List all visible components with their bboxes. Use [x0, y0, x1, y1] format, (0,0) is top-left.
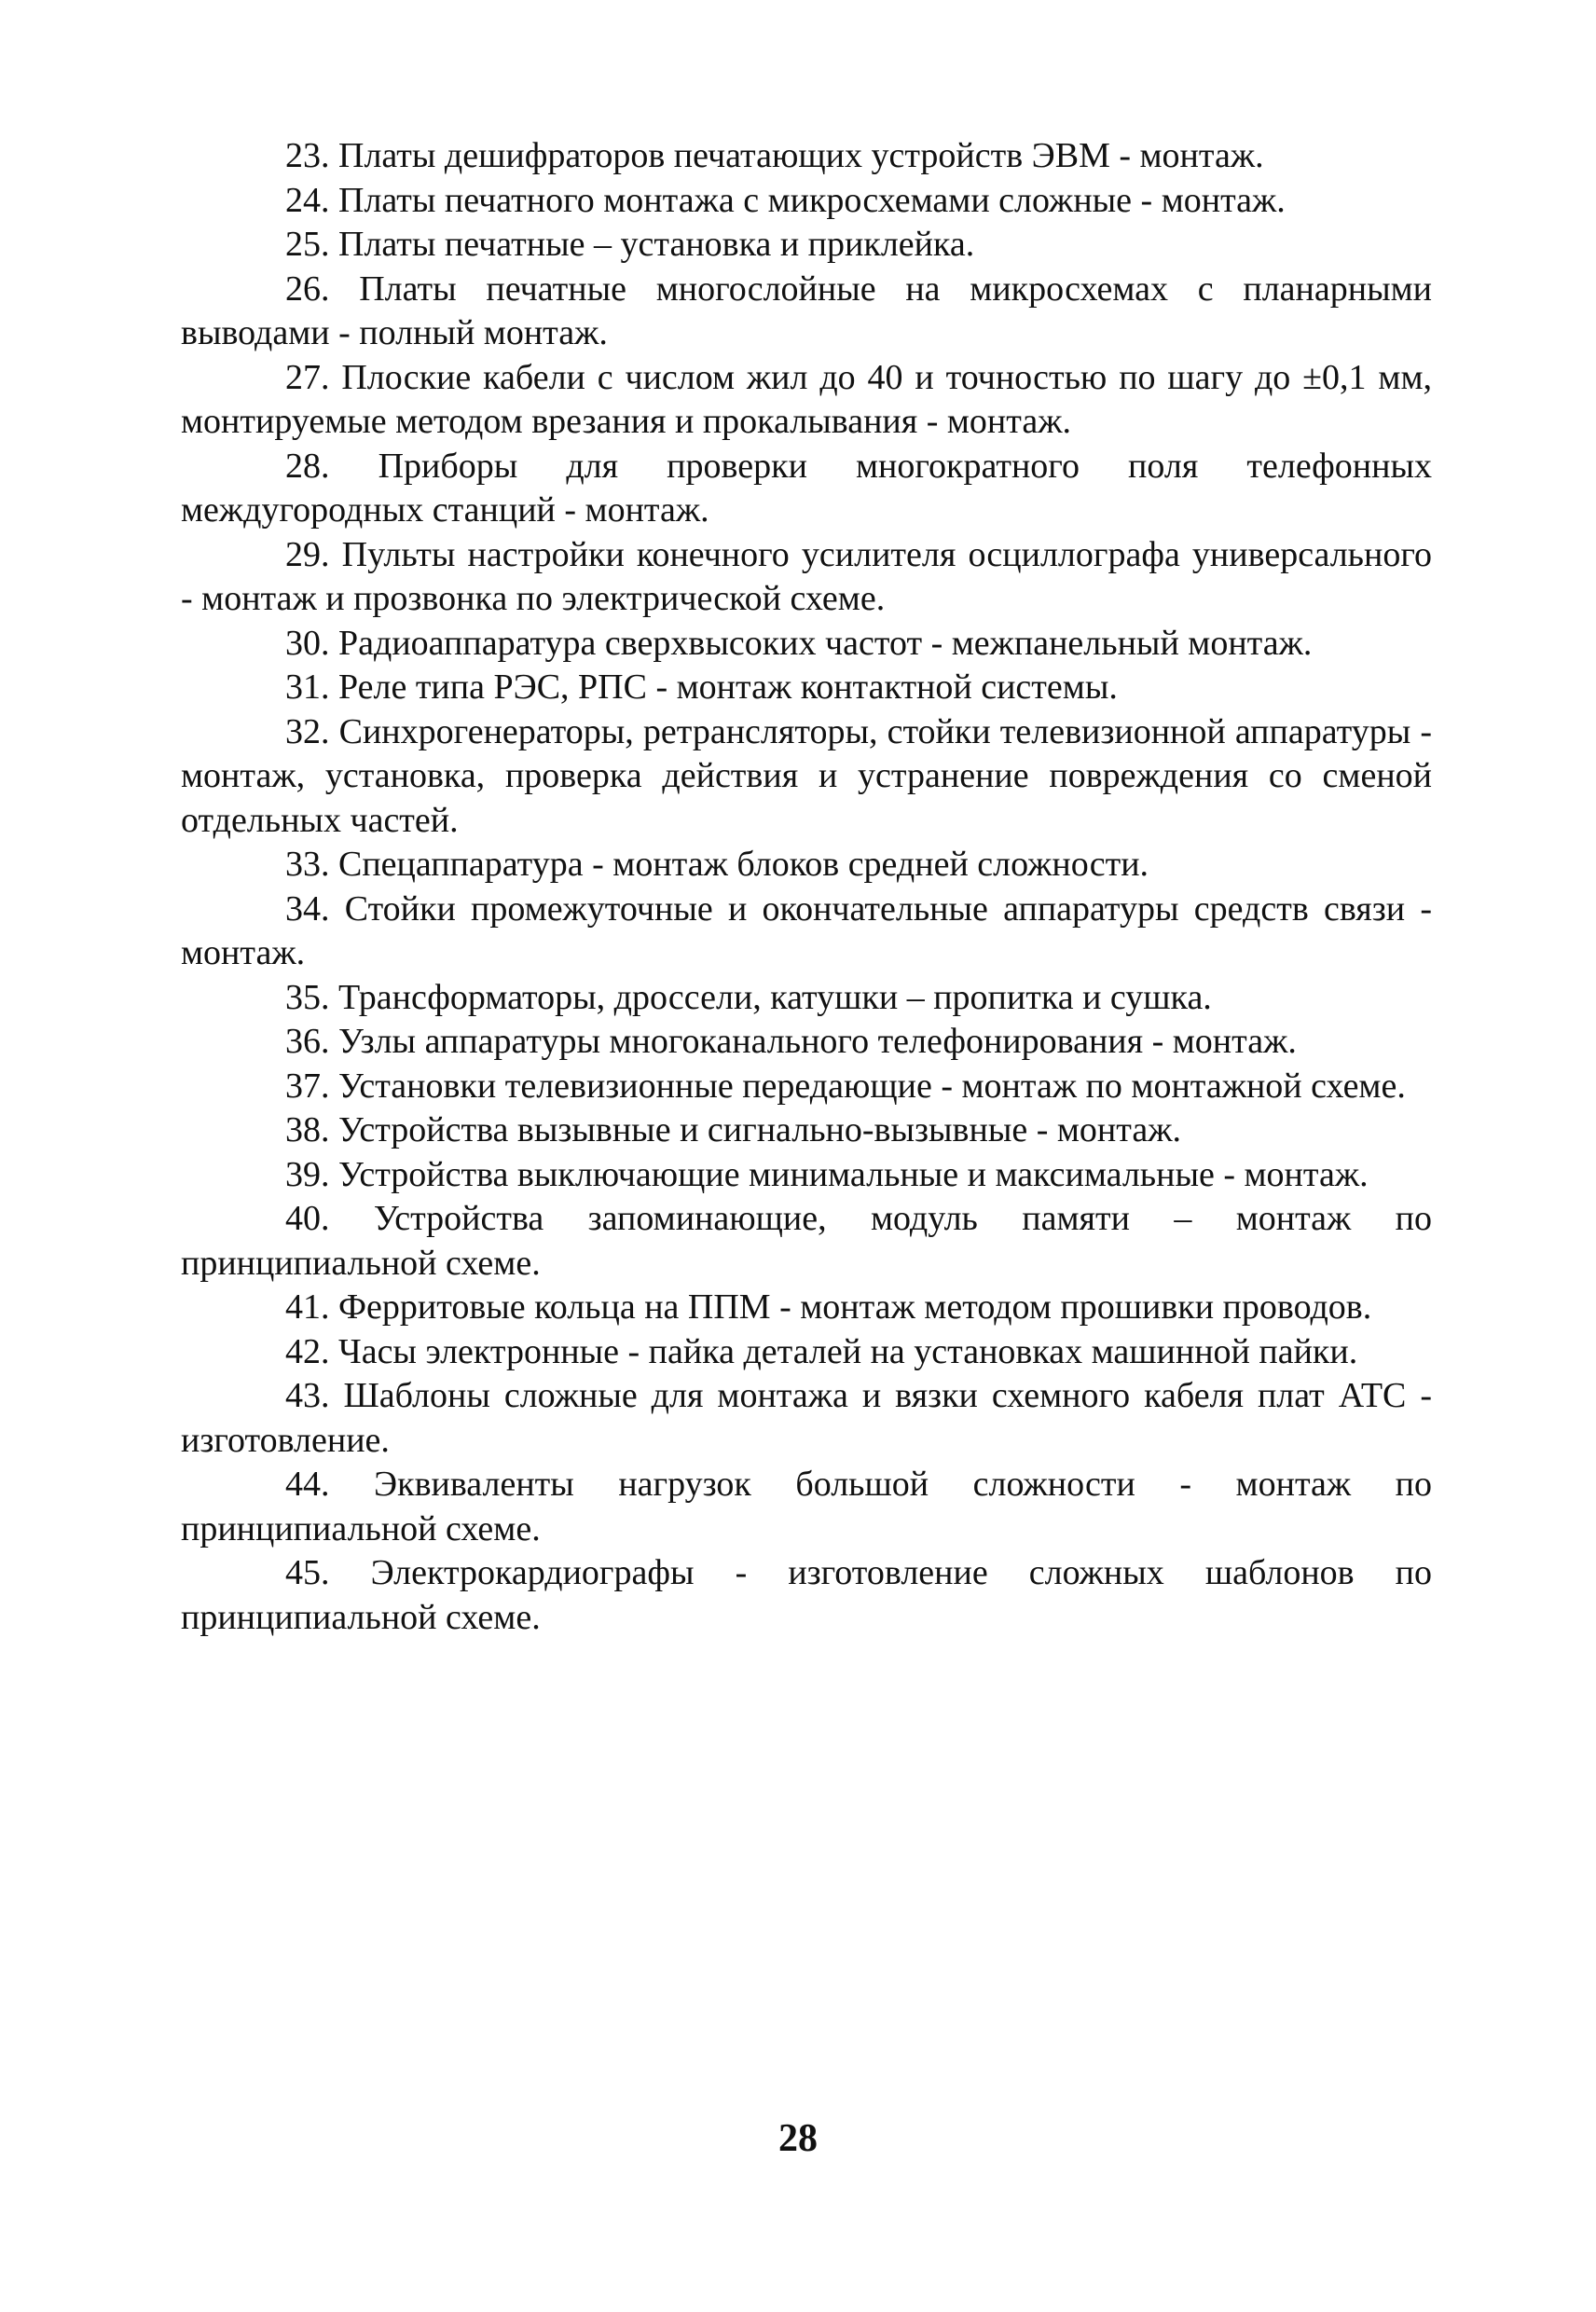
page-number: 28	[778, 2117, 818, 2160]
list-item: 40. Устройства запоминающие, модуль памяти – монтаж по принципиальной схеме.	[181, 1199, 1432, 1283]
list-item: 41. Ферритовые кольца на ППМ - монтаж методом прошивки проводов.	[285, 1287, 1372, 1327]
list-item: 33. Спецаппаратура - монтаж блоков средней сложности.	[285, 845, 1149, 884]
list-item: 38. Устройства вызывные и сигнально-вызывные - монтаж.	[285, 1110, 1181, 1149]
list-item: 24. Платы печатного монтажа с микросхемами сложные - монтаж.	[285, 180, 1286, 220]
list-item: 29. Пульты настройки конечного усилителя осциллографа универсального - монтаж и прозвонка по электрической схеме.	[181, 534, 1432, 618]
list-item: 27. Плоские кабели с числом жил до 40 и точностью по шагу до ±0,1 мм, монтируемые методом врезания и прокалывания - монтаж.	[181, 357, 1432, 441]
list-item: 30. Радиоаппаратура сверхвысоких частот - межпанельный монтаж.	[285, 623, 1313, 663]
list-item: 26. Платы печатные многослойные на микросхемах с планарными выводами - полный монтаж.	[181, 268, 1432, 352]
list-item: 42. Часы электронные - пайка деталей на установках машинной пайки.	[285, 1331, 1358, 1371]
list-item: 35. Трансформаторы, дроссели, катушки – пропитка и сушка.	[285, 977, 1212, 1017]
list-item: 45. Электрокардиографы - изготовление сложных шаблонов по принципиальной схеме.	[181, 1553, 1432, 1637]
list-item: 31. Реле типа РЭС, РПС - монтаж контактной системы.	[285, 667, 1118, 707]
list-item: 32. Синхрогенераторы, ретрансляторы, стойки телевизионной аппаратуры - монтаж, установка, проверка действия и устранение повреждения со сменой отдельных частей.	[181, 711, 1432, 840]
list-item: 36. Узлы аппаратуры многоканального телефонирования - монтаж.	[285, 1022, 1297, 1061]
work-list	[181, 134, 1432, 1640]
list-item: 34. Стойки промежуточные и окончательные аппаратуры средств связи - монтаж.	[181, 888, 1432, 972]
list-item: 28. Приборы для проверки многократного поля телефонных междугородных станций - монтаж.	[181, 446, 1432, 530]
list-item: 25. Платы печатные – установка и приклейка.	[285, 225, 975, 264]
list-item: 39. Устройства выключающие минимальные и максимальные - монтаж.	[285, 1154, 1369, 1194]
list-item: 44. Эквиваленты нагрузок большой сложности - монтаж по принципиальной схеме.	[181, 1465, 1432, 1548]
list-item: 43. Шаблоны сложные для монтажа и вязки схемного кабеля плат АТС - изготовление.	[181, 1376, 1432, 1460]
list-item: 37. Установки телевизионные передающие - монтаж по монтажной схеме.	[285, 1066, 1406, 1106]
list-item: 23. Платы дешифраторов печатающих устройств ЭВМ - монтаж.	[285, 136, 1264, 175]
